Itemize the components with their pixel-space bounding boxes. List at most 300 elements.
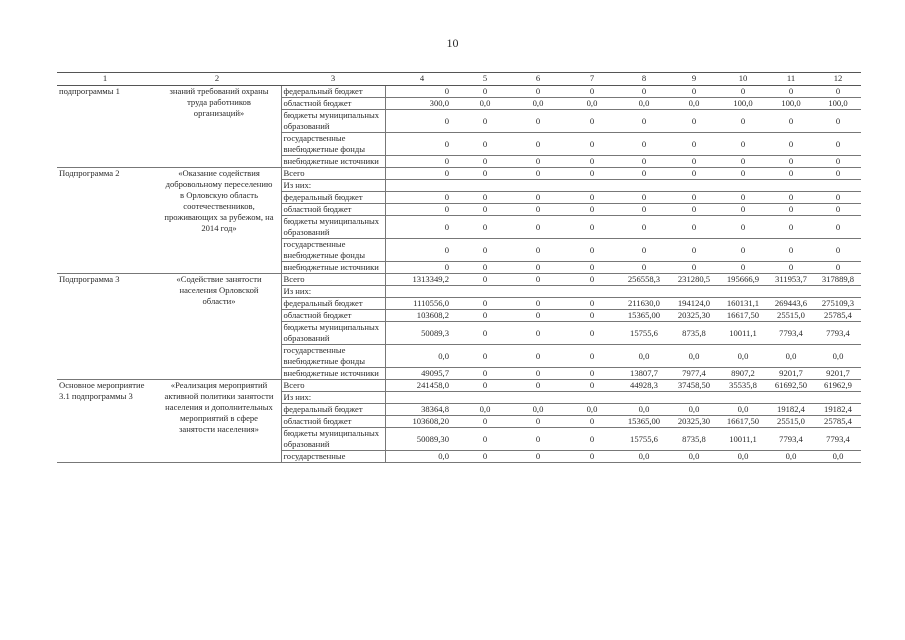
value-cell: 7793,4	[815, 428, 861, 451]
value-cell: 0	[385, 133, 459, 156]
funding-source: государственные	[281, 451, 385, 463]
value-cell: 0	[565, 298, 619, 310]
value-cell: 0	[619, 192, 669, 204]
group-text: Подпрограмма 2	[59, 168, 120, 178]
column-header: 4	[385, 73, 459, 86]
value-cell: 0	[767, 156, 815, 168]
value-cell: 0	[511, 168, 565, 180]
funding-source: областной бюджет	[281, 98, 385, 110]
column-header: 2	[153, 73, 281, 86]
column-header: 6	[511, 73, 565, 86]
value-cell: 0	[459, 416, 511, 428]
value-cell: 0,0	[767, 345, 815, 368]
value-cell: 0	[511, 239, 565, 262]
value-cell: 0	[565, 345, 619, 368]
value-cell: 0	[511, 451, 565, 463]
funding-source: бюджеты муниципальных образований	[281, 428, 385, 451]
program-description	[153, 262, 281, 274]
value-cell: 0	[719, 86, 767, 98]
value-cell: 16617,50	[719, 310, 767, 322]
value-cell: 0	[719, 239, 767, 262]
value-cell: 0	[719, 168, 767, 180]
value-cell	[815, 180, 861, 192]
funding-source: федеральный бюджет	[281, 86, 385, 98]
value-cell: 0	[719, 216, 767, 239]
value-cell: 0	[767, 110, 815, 133]
funding-source: внебюджетные источники	[281, 262, 385, 274]
funding-source: областной бюджет	[281, 416, 385, 428]
value-cell: 0	[565, 216, 619, 239]
program-description	[153, 239, 281, 262]
value-cell	[565, 392, 619, 404]
value-cell: 194124,0	[669, 298, 719, 310]
value-cell: 0	[565, 192, 619, 204]
program-name	[57, 451, 153, 463]
value-cell: 19182,4	[767, 404, 815, 416]
value-cell	[619, 286, 669, 298]
funding-source: внебюджетные источники	[281, 368, 385, 380]
value-cell: 0	[767, 204, 815, 216]
value-cell: 0	[619, 110, 669, 133]
value-cell: 0	[815, 262, 861, 274]
program-description	[153, 368, 281, 380]
value-cell: 0	[669, 192, 719, 204]
value-cell: 0	[719, 192, 767, 204]
value-cell: 231280,5	[669, 274, 719, 286]
value-cell: 0	[565, 262, 619, 274]
value-cell: 0,0	[619, 98, 669, 110]
value-cell: 0	[511, 380, 565, 392]
funding-source: государственные внебюджетные фонды	[281, 345, 385, 368]
value-cell	[511, 180, 565, 192]
value-cell: 100,0	[767, 98, 815, 110]
value-cell: 100,0	[719, 98, 767, 110]
value-cell: 0,0	[669, 451, 719, 463]
value-cell: 0	[459, 380, 511, 392]
value-cell: 275109,3	[815, 298, 861, 310]
value-cell: 0,0	[669, 98, 719, 110]
value-cell: 25515,0	[767, 416, 815, 428]
value-cell: 0	[619, 86, 669, 98]
value-cell: 8735,8	[669, 428, 719, 451]
value-cell: 0	[767, 239, 815, 262]
value-cell: 15365,00	[619, 310, 669, 322]
value-cell: 317889,8	[815, 274, 861, 286]
value-cell: 269443,6	[767, 298, 815, 310]
value-cell: 0	[719, 110, 767, 133]
funding-source: Всего	[281, 274, 385, 286]
value-cell: 0	[511, 110, 565, 133]
table-row	[57, 322, 861, 345]
funding-source: областной бюджет	[281, 310, 385, 322]
value-cell: 0	[815, 110, 861, 133]
value-cell: 0	[767, 216, 815, 239]
value-cell: 0	[459, 110, 511, 133]
program-name	[57, 168, 153, 180]
value-cell: 0	[565, 274, 619, 286]
value-cell: 0,0	[459, 98, 511, 110]
value-cell: 15755,6	[619, 322, 669, 345]
value-cell: 0	[459, 451, 511, 463]
group-text: «Оказание содействия добровольному переселению в Орловскую область соотечественников, проживающих за рубежом, на 2014 год»	[164, 168, 274, 233]
program-name	[57, 404, 153, 416]
program-description	[153, 156, 281, 168]
value-cell: 0	[385, 239, 459, 262]
program-name	[57, 310, 153, 322]
value-cell	[511, 286, 565, 298]
value-cell: 20325,30	[669, 416, 719, 428]
value-cell: 25785,4	[815, 416, 861, 428]
value-cell: 25515,0	[767, 310, 815, 322]
funding-source: Всего	[281, 380, 385, 392]
value-cell: 0,0	[619, 404, 669, 416]
value-cell: 211630,0	[619, 298, 669, 310]
value-cell: 0,0	[385, 345, 459, 368]
value-cell: 311953,7	[767, 274, 815, 286]
value-cell: 25785,4	[815, 310, 861, 322]
group-text: знаний требований охраны труда работников организаций»	[169, 86, 269, 118]
value-cell: 7977,4	[669, 368, 719, 380]
value-cell: 0	[565, 156, 619, 168]
value-cell: 20325,30	[669, 310, 719, 322]
value-cell	[719, 392, 767, 404]
value-cell: 50089,3	[385, 322, 459, 345]
value-cell: 0	[815, 156, 861, 168]
value-cell: 0	[459, 156, 511, 168]
value-cell: 61962,9	[815, 380, 861, 392]
program-name	[57, 274, 153, 286]
value-cell	[767, 392, 815, 404]
value-cell: 0	[719, 204, 767, 216]
value-cell: 0	[669, 156, 719, 168]
value-cell: 0	[459, 322, 511, 345]
value-cell: 0	[669, 168, 719, 180]
value-cell: 0	[459, 368, 511, 380]
table-row	[57, 239, 861, 262]
value-cell: 0	[767, 192, 815, 204]
program-name	[57, 416, 153, 428]
program-name	[57, 156, 153, 168]
funding-source: Из них:	[281, 392, 385, 404]
program-description	[153, 133, 281, 156]
value-cell: 35535,8	[719, 380, 767, 392]
value-cell: 103608,2	[385, 310, 459, 322]
funding-source: бюджеты муниципальных образований	[281, 110, 385, 133]
program-name	[57, 133, 153, 156]
program-name	[57, 322, 153, 345]
value-cell: 195666,9	[719, 274, 767, 286]
value-cell: 0	[767, 168, 815, 180]
value-cell: 0,0	[669, 345, 719, 368]
value-cell	[669, 286, 719, 298]
value-cell	[767, 286, 815, 298]
value-cell: 1110556,0	[385, 298, 459, 310]
value-cell: 0	[565, 380, 619, 392]
value-cell: 7793,4	[767, 322, 815, 345]
table-row	[57, 262, 861, 274]
value-cell: 0,0	[669, 404, 719, 416]
value-cell: 8735,8	[669, 322, 719, 345]
funding-source: Из них:	[281, 180, 385, 192]
value-cell: 0,0	[565, 98, 619, 110]
value-cell	[619, 392, 669, 404]
group-text: Подпрограмма 3	[59, 274, 120, 284]
value-cell: 0	[565, 204, 619, 216]
value-cell: 8907,2	[719, 368, 767, 380]
value-cell: 160131,1	[719, 298, 767, 310]
value-cell: 0	[815, 168, 861, 180]
value-cell: 0	[459, 274, 511, 286]
value-cell	[565, 180, 619, 192]
value-cell: 0	[565, 86, 619, 98]
value-cell: 0	[511, 216, 565, 239]
program-name	[57, 380, 153, 401]
value-cell: 0	[385, 204, 459, 216]
value-cell: 0	[815, 204, 861, 216]
funding-source: федеральный бюджет	[281, 298, 385, 310]
program-name	[57, 262, 153, 274]
table-row	[57, 368, 861, 380]
value-cell: 0,0	[511, 98, 565, 110]
program-name	[57, 298, 153, 310]
value-cell: 0	[669, 262, 719, 274]
group-text: «Содействие занятости населения Орловской области»	[176, 274, 262, 306]
value-cell: 103608,20	[385, 416, 459, 428]
value-cell: 0	[565, 133, 619, 156]
value-cell: 0	[459, 168, 511, 180]
value-cell: 0	[565, 310, 619, 322]
table-row	[57, 451, 861, 463]
value-cell: 0	[669, 110, 719, 133]
table-row	[57, 168, 861, 180]
value-cell	[385, 392, 459, 404]
value-cell: 0	[459, 262, 511, 274]
program-description	[153, 274, 281, 306]
value-cell: 0	[511, 274, 565, 286]
budget-table	[57, 72, 861, 463]
value-cell: 10011,1	[719, 322, 767, 345]
value-cell: 0	[459, 310, 511, 322]
value-cell: 50089,30	[385, 428, 459, 451]
program-name	[57, 216, 153, 239]
value-cell: 16617,50	[719, 416, 767, 428]
funding-source: бюджеты муниципальных образований	[281, 322, 385, 345]
group-text: подпрограммы 1	[59, 86, 120, 96]
value-cell: 0	[511, 428, 565, 451]
program-description	[153, 168, 281, 233]
funding-source: федеральный бюджет	[281, 404, 385, 416]
value-cell	[669, 392, 719, 404]
funding-source: государственные внебюджетные фонды	[281, 133, 385, 156]
funding-source: Всего	[281, 168, 385, 180]
value-cell: 0	[565, 368, 619, 380]
value-cell	[511, 392, 565, 404]
value-cell: 256558,3	[619, 274, 669, 286]
value-cell: 0	[815, 216, 861, 239]
value-cell: 0	[459, 298, 511, 310]
value-cell: 0	[459, 239, 511, 262]
value-cell: 0	[719, 156, 767, 168]
value-cell: 0	[459, 216, 511, 239]
value-cell: 0,0	[619, 345, 669, 368]
column-header: 1	[57, 73, 153, 86]
value-cell: 0,0	[767, 451, 815, 463]
program-description	[153, 345, 281, 368]
program-name	[57, 345, 153, 368]
value-cell: 0	[511, 345, 565, 368]
value-cell	[459, 286, 511, 298]
value-cell: 0	[511, 262, 565, 274]
program-description	[153, 310, 281, 322]
value-cell: 0	[565, 168, 619, 180]
program-name	[57, 192, 153, 204]
value-cell: 0	[565, 239, 619, 262]
value-cell: 0	[511, 298, 565, 310]
value-cell: 0	[385, 262, 459, 274]
table-row	[57, 345, 861, 368]
value-cell: 0	[459, 345, 511, 368]
value-cell: 44928,3	[619, 380, 669, 392]
table-row	[57, 133, 861, 156]
table-row	[57, 274, 861, 286]
value-cell	[815, 286, 861, 298]
table-row	[57, 380, 861, 392]
program-name	[57, 368, 153, 380]
value-cell	[815, 392, 861, 404]
value-cell: 0,0	[385, 451, 459, 463]
value-cell: 0	[459, 133, 511, 156]
value-cell: 0	[619, 239, 669, 262]
value-cell: 0,0	[511, 404, 565, 416]
value-cell: 0	[385, 216, 459, 239]
value-cell: 0	[815, 133, 861, 156]
program-name	[57, 239, 153, 262]
value-cell: 0,0	[815, 345, 861, 368]
value-cell: 0	[565, 428, 619, 451]
value-cell: 300,0	[385, 98, 459, 110]
value-cell: 0	[669, 239, 719, 262]
value-cell: 0	[767, 262, 815, 274]
value-cell: 0,0	[459, 404, 511, 416]
value-cell: 0	[619, 216, 669, 239]
value-cell	[565, 286, 619, 298]
column-header: 9	[669, 73, 719, 86]
column-header: 8	[619, 73, 669, 86]
table-row	[57, 156, 861, 168]
value-cell: 0	[511, 368, 565, 380]
program-description	[153, 86, 281, 118]
value-cell: 0	[619, 262, 669, 274]
value-cell: 0	[619, 156, 669, 168]
value-cell: 49095,7	[385, 368, 459, 380]
value-cell: 0	[669, 86, 719, 98]
group-text: Основное мероприятие 3.1 подпрограммы 3	[59, 380, 145, 401]
value-cell: 0	[669, 216, 719, 239]
value-cell: 37458,50	[669, 380, 719, 392]
value-cell: 0	[511, 204, 565, 216]
table-row	[57, 310, 861, 322]
value-cell: 7793,4	[815, 322, 861, 345]
value-cell: 0	[459, 428, 511, 451]
program-name	[57, 180, 153, 192]
column-header: 3	[281, 73, 385, 86]
value-cell: 0	[767, 133, 815, 156]
column-header: 5	[459, 73, 511, 86]
value-cell: 0	[511, 322, 565, 345]
value-cell: 0	[565, 451, 619, 463]
column-header: 10	[719, 73, 767, 86]
value-cell: 61692,50	[767, 380, 815, 392]
value-cell: 0	[385, 156, 459, 168]
value-cell: 0	[767, 86, 815, 98]
program-name	[57, 428, 153, 451]
value-cell: 100,0	[815, 98, 861, 110]
value-cell: 19182,4	[815, 404, 861, 416]
value-cell: 0	[565, 110, 619, 133]
group-text: «Реализация мероприятий активной политики занятости населения и дополнительных мероприятий в сфере занятости населения»	[164, 380, 274, 434]
value-cell: 7793,4	[767, 428, 815, 451]
program-name	[57, 86, 153, 98]
funding-source: федеральный бюджет	[281, 192, 385, 204]
value-cell	[669, 180, 719, 192]
value-cell: 0	[669, 133, 719, 156]
value-cell: 0,0	[815, 451, 861, 463]
value-cell	[767, 180, 815, 192]
value-cell: 13807,7	[619, 368, 669, 380]
column-header: 7	[565, 73, 619, 86]
value-cell: 0	[511, 86, 565, 98]
value-cell	[719, 180, 767, 192]
funding-source: бюджеты муниципальных образований	[281, 216, 385, 239]
program-name	[57, 204, 153, 216]
value-cell: 241458,0	[385, 380, 459, 392]
value-cell: 0	[385, 192, 459, 204]
funding-source: областной бюджет	[281, 204, 385, 216]
value-cell	[385, 180, 459, 192]
value-cell: 10011,1	[719, 428, 767, 451]
value-cell: 0	[511, 310, 565, 322]
value-cell: 0	[459, 192, 511, 204]
value-cell	[459, 180, 511, 192]
value-cell: 0	[565, 322, 619, 345]
value-cell	[385, 286, 459, 298]
value-cell: 0	[385, 168, 459, 180]
value-cell: 0	[565, 416, 619, 428]
value-cell: 0,0	[565, 404, 619, 416]
program-description	[153, 451, 281, 463]
value-cell: 0,0	[719, 404, 767, 416]
value-cell: 0	[815, 192, 861, 204]
value-cell: 0	[511, 416, 565, 428]
value-cell: 0	[619, 168, 669, 180]
funding-source: государственные внебюджетные фонды	[281, 239, 385, 262]
value-cell: 0	[815, 239, 861, 262]
program-name	[57, 98, 153, 110]
value-cell: 0	[385, 86, 459, 98]
value-cell: 0	[619, 204, 669, 216]
header-row	[57, 73, 861, 86]
value-cell: 0,0	[719, 451, 767, 463]
value-cell: 0	[459, 204, 511, 216]
column-header: 11	[767, 73, 815, 86]
value-cell: 15755,6	[619, 428, 669, 451]
program-name	[57, 286, 153, 298]
value-cell	[719, 286, 767, 298]
program-description	[153, 322, 281, 345]
table-row	[57, 86, 861, 98]
value-cell	[459, 392, 511, 404]
value-cell: 0,0	[719, 345, 767, 368]
